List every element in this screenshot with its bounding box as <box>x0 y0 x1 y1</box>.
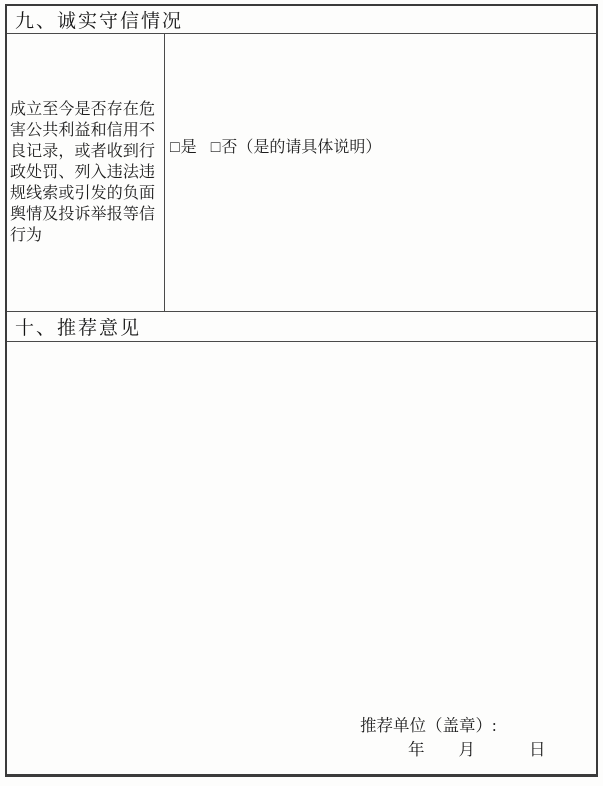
checkbox-note: （是的请具体说明） <box>237 139 382 156</box>
yes-checkbox[interactable]: □ <box>170 139 180 156</box>
day-label: 日 <box>529 740 546 759</box>
form-table <box>5 4 598 777</box>
section-10-header <box>7 312 596 342</box>
yes-checkbox-label: 是 <box>180 139 197 156</box>
integrity-question-text: 成立至今是否存在危害公共利益和信用不良记录，或者收到行政处罚、列入违法违规线索或引发的负面舆情及投诉举报等信行为 <box>10 101 155 244</box>
section-9-header <box>7 6 596 34</box>
month-label: 月 <box>458 740 475 759</box>
no-checkbox[interactable]: □ <box>210 139 221 156</box>
integrity-row <box>7 34 596 312</box>
integrity-answer-cell <box>165 34 596 311</box>
year-label: 年 <box>408 740 425 759</box>
integrity-question-cell <box>7 34 165 311</box>
stamp-block <box>360 714 546 762</box>
section-10-title: 十、推荐意见 <box>15 318 142 339</box>
date-line <box>360 738 546 762</box>
no-checkbox-label: 否 <box>221 139 238 156</box>
recommendation-area <box>7 342 596 774</box>
section-9-title: 九、诚实守信情况 <box>15 11 184 32</box>
stamp-unit-label: 推荐单位（盖章）: <box>360 716 497 735</box>
